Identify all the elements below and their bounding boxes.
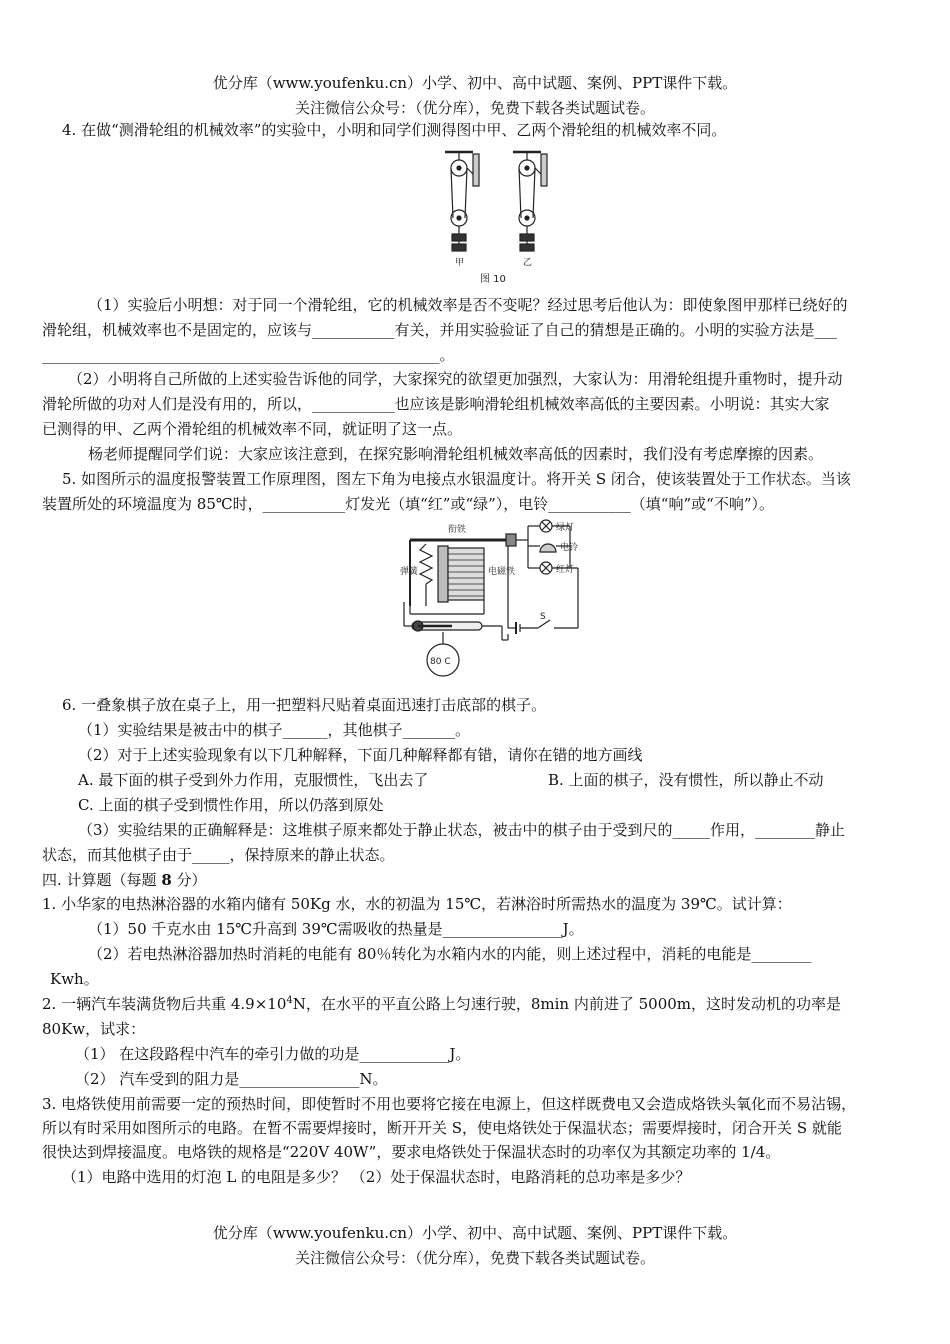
q4-p3: 杨老师提醒同学们说：大家应该注意到，在探究影响滑轮组机械效率高低的因素时，我们没有考虑摩擦的因素。 (88, 445, 824, 463)
c1-line-4: Kwh。 (50, 970, 99, 988)
label-bell: 电铃 (560, 543, 579, 553)
header-line-1: 优分库（www.youfenku.cn）小学、初中、高中试题、案例、PPT课件下载。 (212, 74, 738, 92)
pulley-figure (435, 148, 575, 268)
q6-option-b: B. 上面的棋子，没有惯性，所以静止不动 (548, 771, 824, 789)
section-4-title: 四. 计算题（每题 8 分） (42, 871, 207, 889)
q5-line-2: 装置所处的环境温度为 85℃时，___________灯发光（填“红”或“绿”），电铃___________（填“响”或“不响”）。 (42, 495, 774, 513)
label-electromagnet: 电磁铁 (488, 567, 516, 577)
q6-line-1: 6. 一叠象棋子放在桌子上，用一把塑料尺贴着桌面迅速打击底部的棋子。 (62, 696, 547, 714)
fig-label-yi: 乙 (523, 258, 533, 268)
label-switch: S (540, 612, 546, 622)
c3-line-1: 3. 电烙铁使用前需要一定的预热时间，即使暂时不用也要将它接在电源上，但这样既费电又会造成烙铁头氧化而不易沾锡， (42, 1095, 857, 1113)
q4-p2-line-1: （2）小明将自己所做的上述实验告诉他的同学，大家探究的欲望更加强烈，大家认为：用滑轮组提升重物时，提升动 (68, 370, 843, 388)
c1-line-2: （1）50 千克水由 15℃升高到 39℃需吸收的热量是________________J。 (88, 920, 584, 938)
q4-p1-line-3: _____________________________________________________。 (42, 346, 455, 364)
q6-option-a: A. 最下面的棋子受到外力作用，克服惯性，飞出去了 (78, 771, 429, 789)
c2-line-3: （1） 在这段路程中汽车的牵引力做的功是____________J。 (75, 1045, 471, 1063)
c2-line-1: 2. 一辆汽车装满货物后共重 $4.9\times 10^4N$，在水平的平直公路上匀速行驶，8min 内前进了 5000m，这时发动机的功率是 (42, 995, 842, 1013)
fig-caption: 图 10 (480, 274, 506, 285)
fig-label-jia: 甲 (455, 258, 465, 268)
c3-line-3: 很快达到焊接温度。电烙铁的规格是“220V 40W”，要求电烙铁处于保温状态时的功率仅为其额定功率的 1/4。 (42, 1143, 781, 1161)
q4-p2-line-2: 滑轮所做的功对人们是没有用的，所以，___________也应该是影响滑轮组机械效率高低的主要因素。小明说：其实大家 (42, 395, 830, 413)
footer-line-1: 优分库（www.youfenku.cn）小学、初中、高中试题、案例、PPT课件下载。 (212, 1224, 738, 1242)
c2-line-4: （2） 汽车受到的阻力是________________N。 (75, 1070, 388, 1088)
q6-line-3: （2）对于上述实验现象有以下几种解释，下面几种解释都有错，请你在错的地方画线 (78, 746, 643, 764)
q4-p1-line-2: 滑轮组，机械效率也不是固定的，应该与___________有关，并用实验验证了自己的猜想是正确的。小明的实验方法是___ (42, 321, 838, 339)
label-green-lamp: 绿灯 (556, 523, 575, 533)
q6-line-2: （1）实验结果是被击中的棋子______，其他棋子_______。 (78, 721, 471, 739)
q5-line-1: 5. 如图所示的温度报警装置工作原理图，图左下角为电接点水银温度计。将开关 S 闭合，使该装置处于工作状态。当该 (62, 470, 851, 488)
footer-line-2: 关注微信公众号：（优分库），免费下载各类试题试卷。 (294, 1249, 655, 1267)
header-line-2: 关注微信公众号：（优分库），免费下载各类试题试卷。 (294, 99, 655, 117)
label-spring: 弹簧 (400, 567, 419, 577)
q6-option-c: C. 上面的棋子受到惯性作用，所以仍落到原处 (78, 796, 384, 814)
c1-line-1: 1. 小华家的电热淋浴器的水箱内储有 50Kg 水，水的初温为 15℃，若淋浴时所需热水的温度为 39℃。试计算： (42, 895, 792, 913)
c3-line-4: （1）电路中选用的灯泡 L 的电阻是多少？ （2）处于保温状态时，电路消耗的总功率是多少？ (62, 1168, 691, 1186)
q4-p2-line-3: 已测得的甲、乙两个滑轮组的机械效率不同，就证明了这一点。 (42, 420, 463, 438)
label-armature: 衔铁 (448, 525, 467, 535)
q6-line-4: （3）实验结果的正确解释是：这堆棋子原来都处于静止状态，被击中的棋子由于受到尺的_____作用，________静止 (78, 821, 846, 839)
label-temperature: 80 C (430, 657, 451, 667)
label-red-lamp: 红灯 (556, 565, 575, 575)
c3-line-2: 所以有时采用如图所示的电路。在暂不需要焊接时，断开开关 S，使电烙铁处于保温状态；需要焊接时，闭合开关 S 就能 (42, 1119, 842, 1137)
q6-line-5: 状态，而其他棋子由于_____，保持原来的静止状态。 (42, 846, 395, 864)
c1-line-3: （2）若电热淋浴器加热时消耗的电能有 80％转化为水箱内水的内能，则上述过程中，消耗的电能是________ (88, 945, 812, 963)
q4-p1-line-1: （1）实验后小明想：对于同一个滑轮组，它的机械效率是否不变呢？经过思考后他认为：即使象图甲那样已绕好的 (88, 296, 848, 314)
q4-stem: 4. 在做“测滑轮组的机械效率”的实验中，小明和同学们测得图中甲、乙两个滑轮组的机械效率不同。 (62, 121, 727, 139)
c2-line-2: 80Kw，试求： (42, 1020, 146, 1038)
